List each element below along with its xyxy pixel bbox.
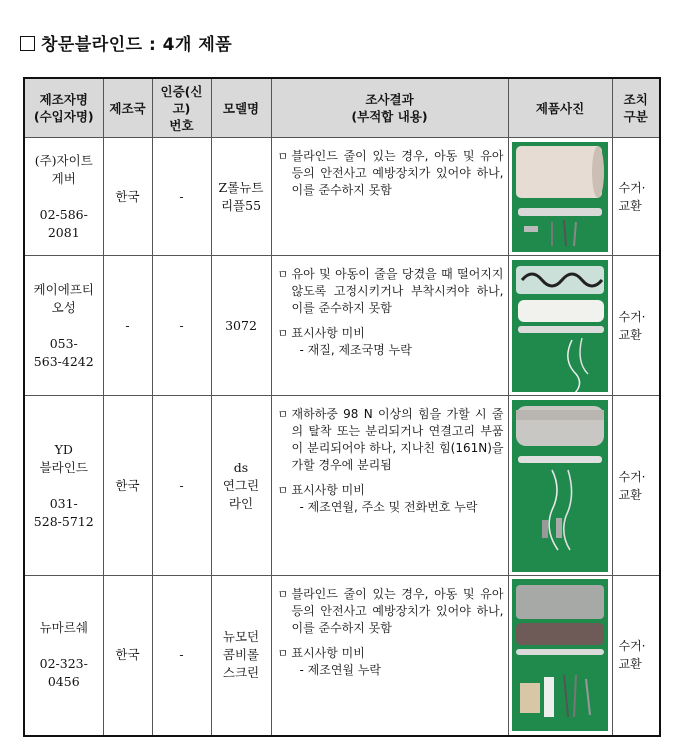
header-model: 모델명 bbox=[211, 78, 271, 138]
title-text: 창문블라인드 : 4개 제품 bbox=[41, 35, 233, 55]
header-photo: 제품사진 bbox=[508, 78, 612, 138]
country-cell: 한국 bbox=[103, 396, 152, 576]
model-cell: 뉴모던 콤비롤 스크린 bbox=[211, 576, 271, 736]
maker-cell: (주)자이트 게버 02-586-2081 bbox=[24, 138, 103, 256]
photo-cell bbox=[508, 138, 612, 256]
action-cell: 수거· 교환 bbox=[612, 396, 660, 576]
result-cell bbox=[271, 256, 508, 396]
finding-item: ㅁ 표시사항 미비 - 제조연월 누락 bbox=[277, 646, 382, 677]
finding-item: ㅁ 블라인드 줄이 있는 경우, 아동 및 유아 등의 안전사고 예방장치가 있어야 하나, 이를 준수하지 못함 bbox=[277, 587, 504, 635]
table-row bbox=[24, 396, 660, 576]
finding-item: ㅁ 유아 및 아동이 줄을 당겼을 때 떨어지지 않도록 고정시키거나 부착시켜야 하나, 이를 준수하지 못함 bbox=[277, 267, 504, 315]
header-country: 제조국 bbox=[103, 78, 152, 138]
table-header-row bbox=[24, 78, 660, 138]
header-cert: 인증(신고) 번호 bbox=[152, 78, 211, 138]
cert-cell: - bbox=[152, 396, 211, 576]
page-title bbox=[20, 30, 232, 55]
table-row bbox=[24, 576, 660, 736]
action-cell: 수거· 교환 bbox=[612, 576, 660, 736]
square-bullet-icon: ㅁ bbox=[277, 647, 289, 660]
cert-cell: - bbox=[152, 138, 211, 256]
cert-cell: - bbox=[152, 576, 211, 736]
finding-item: ㅁ 재하하중 98 N 이상의 힘을 가할 시 줄의 탈착 또는 분리되거나 연결고리 부품이 분리되어야 하나, 지나친 힘(161N)을 가할 경우에 분리됨 bbox=[277, 407, 504, 472]
finding-item: ㅁ 표시사항 미비 - 재질, 제조국명 누락 bbox=[277, 326, 412, 357]
product-photo bbox=[512, 579, 608, 731]
result-cell bbox=[271, 396, 508, 576]
cert-cell: - bbox=[152, 256, 211, 396]
square-bullet-icon: ㅁ bbox=[277, 327, 289, 340]
header-result: 조사결과 (부적합 내용) bbox=[271, 78, 508, 138]
model-cell: Z롤뉴트 리플55 bbox=[211, 138, 271, 256]
photo-cell bbox=[508, 576, 612, 736]
square-bullet-icon: ㅁ bbox=[277, 588, 289, 601]
square-bullet-icon: ㅁ bbox=[277, 150, 289, 163]
action-cell: 수거· 교환 bbox=[612, 256, 660, 396]
result-cell bbox=[271, 138, 508, 256]
product-photo bbox=[512, 260, 608, 392]
table-row bbox=[24, 138, 660, 256]
maker-cell: 뉴마르쉐 02-323-0456 bbox=[24, 576, 103, 736]
model-cell: ds 연그린 라인 bbox=[211, 396, 271, 576]
country-cell: - bbox=[103, 256, 152, 396]
header-maker: 제조자명 (수입자명) bbox=[24, 78, 103, 138]
country-cell: 한국 bbox=[103, 576, 152, 736]
header-action: 조치 구분 bbox=[612, 78, 660, 138]
maker-cell: 케이에프티 오성 053- 563-4242 bbox=[24, 256, 103, 396]
finding-item: ㅁ 표시사항 미비 - 제조연월, 주소 및 전화번호 누락 bbox=[277, 483, 478, 514]
product-photo bbox=[512, 142, 608, 252]
table-row bbox=[24, 256, 660, 396]
action-cell: 수거· 교환 bbox=[612, 138, 660, 256]
maker-cell: YD 블라인드 031- 528-5712 bbox=[24, 396, 103, 576]
product-photo bbox=[512, 400, 608, 572]
product-table bbox=[23, 77, 661, 737]
photo-cell bbox=[508, 256, 612, 396]
model-cell: 3072 bbox=[211, 256, 271, 396]
country-cell: 한국 bbox=[103, 138, 152, 256]
square-bullet-icon: ㅁ bbox=[277, 268, 289, 281]
square-bullet-icon: ㅁ bbox=[277, 408, 289, 421]
photo-cell bbox=[508, 396, 612, 576]
finding-item: ㅁ 블라인드 줄이 있는 경우, 아동 및 유아 등의 안전사고 예방장치가 있어야 하나, 이를 준수하지 못함 bbox=[277, 149, 504, 197]
result-cell bbox=[271, 576, 508, 736]
checkbox-square-icon bbox=[20, 36, 35, 51]
square-bullet-icon: ㅁ bbox=[277, 484, 289, 497]
